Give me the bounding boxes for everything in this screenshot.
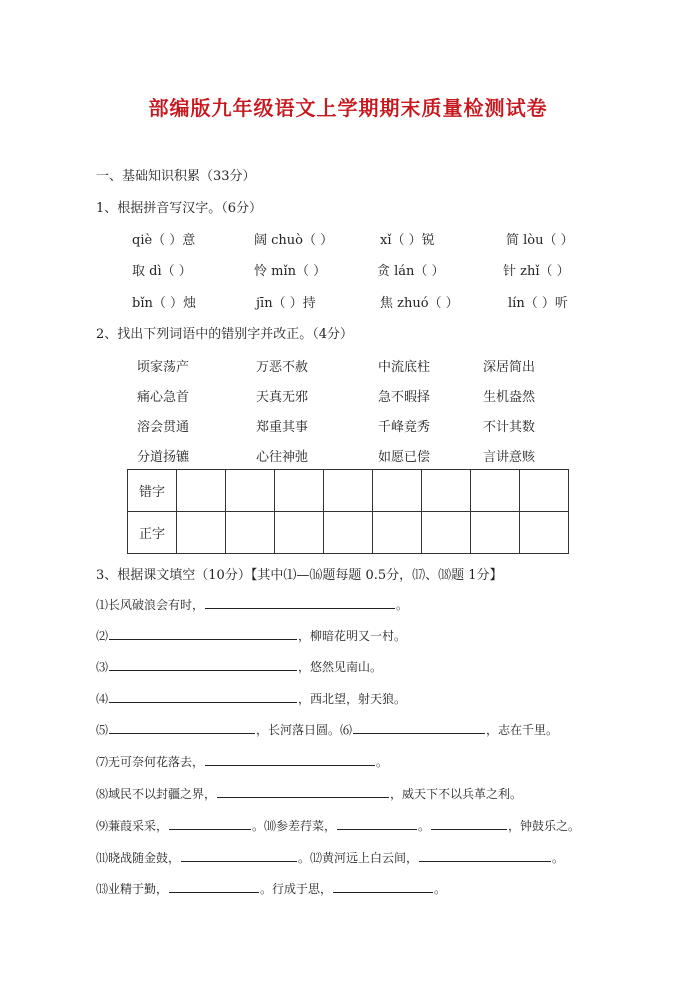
fill-text: ⑺无可奈何花落去， <box>96 755 205 769</box>
word-item: 中流底柱 <box>378 360 431 375</box>
answer-cell[interactable] <box>226 470 275 512</box>
fill-text: ，西北望，射天狼。 <box>298 692 407 706</box>
answer-blank[interactable] <box>109 658 297 671</box>
fill-text: 。 <box>396 598 409 612</box>
fill-text: ，威天下不以兵革之利。 <box>390 787 523 801</box>
answer-cell[interactable] <box>422 512 471 554</box>
answer-blank[interactable] <box>337 817 417 830</box>
fill-text: ⑻域民不以封疆之界， <box>96 787 217 801</box>
word-item: 心往神弛 <box>256 450 309 465</box>
pinyin-item: 阔 chuò（ ） <box>254 233 334 248</box>
fill-text: 。 <box>552 851 565 865</box>
fill-text: 。 <box>418 819 431 833</box>
correct-char-label: 正字 <box>128 512 177 554</box>
fill-line-7 <box>96 753 388 770</box>
answer-cell[interactable] <box>471 470 520 512</box>
word-item: 天真无邪 <box>256 390 309 405</box>
answer-blank[interactable] <box>205 753 375 766</box>
answer-cell[interactable] <box>275 470 324 512</box>
answer-cell[interactable] <box>520 512 569 554</box>
fill-line-11 <box>96 849 564 866</box>
fill-text: ⑾晓战随金鼓， <box>96 851 181 865</box>
fill-text: ，悠然见南山。 <box>298 660 383 674</box>
answer-cell[interactable] <box>422 470 471 512</box>
word-item: 不计其数 <box>483 420 536 435</box>
answer-blank[interactable] <box>109 627 297 640</box>
answer-blank[interactable] <box>333 880 433 893</box>
question-1-heading: 1、根据拼音写汉字。（6分） <box>96 201 263 216</box>
pinyin-item: 简 lòu（ ） <box>506 233 574 248</box>
fill-text: ，志在千里。 <box>486 723 559 737</box>
answer-blank[interactable] <box>353 721 485 734</box>
answer-cell[interactable] <box>177 512 226 554</box>
word-item: 言讲意赅 <box>483 450 536 465</box>
answer-blank[interactable] <box>419 849 551 862</box>
word-item: 万恶不赦 <box>256 360 309 375</box>
answer-cell[interactable] <box>373 470 422 512</box>
fill-line-8 <box>96 785 522 802</box>
fill-line-3 <box>96 658 382 675</box>
word-item: 痛心急首 <box>137 390 190 405</box>
answer-blank[interactable] <box>217 785 389 798</box>
pinyin-item: 焦 zhuó（ ） <box>380 296 459 311</box>
answer-cell[interactable] <box>471 512 520 554</box>
answer-cell[interactable] <box>324 512 373 554</box>
question-2-heading: 2、找出下列词语中的错别字并改正。（4分） <box>96 327 354 342</box>
correction-table <box>127 469 569 554</box>
fill-text: ⑶ <box>96 660 109 674</box>
word-item: 生机盎然 <box>483 390 536 405</box>
answer-blank[interactable] <box>181 849 297 862</box>
answer-blank[interactable] <box>109 721 255 734</box>
fill-line-4 <box>96 690 406 707</box>
fill-text: ⑼蒹葭采采， <box>96 819 169 833</box>
word-item: 顷家荡产 <box>137 360 190 375</box>
fill-line-5 <box>96 721 558 738</box>
fill-text: ⑷ <box>96 692 109 706</box>
fill-text: ，柳暗花明又一村。 <box>298 629 407 643</box>
section-heading: 一、基础知识积累（33分） <box>96 169 256 184</box>
word-item: 郑重其事 <box>256 420 309 435</box>
fill-text: 。⑿黄河远上白云间， <box>298 851 419 865</box>
fill-text: ⑴长风破浪会有时， <box>96 598 205 612</box>
question-3-heading: 3、根据课文填空（10分）【其中⑴—⒃题每题 0.5分，⒄、⒅题 1分】 <box>96 568 503 583</box>
fill-text: 。⑽参差荇菜， <box>252 819 337 833</box>
fill-line-1 <box>96 596 408 613</box>
pinyin-item: qiè（ ）意 <box>132 233 196 248</box>
answer-cell[interactable] <box>226 512 275 554</box>
word-item: 溶会贯通 <box>137 420 190 435</box>
word-item: 深居简出 <box>483 360 536 375</box>
fill-line-2 <box>96 627 406 644</box>
fill-text: 。 <box>376 755 389 769</box>
fill-line-9 <box>96 817 580 834</box>
fill-text: ⑸ <box>96 723 109 737</box>
pinyin-item: xǐ（ ）锐 <box>380 233 435 248</box>
pinyin-item: 怜 mǐn（ ） <box>254 264 327 279</box>
word-item: 如愿已偿 <box>378 450 431 465</box>
pinyin-item: jīn（ ）持 <box>256 296 316 311</box>
fill-text: ⑵ <box>96 629 109 643</box>
fill-line-13 <box>96 880 446 897</box>
answer-blank[interactable] <box>431 817 507 830</box>
wrong-char-label: 错字 <box>128 470 177 512</box>
pinyin-item: bǐn（ ）烛 <box>132 296 196 311</box>
answer-blank[interactable] <box>109 690 297 703</box>
page-title: 部编版九年级语文上学期期末质量检测试卷 <box>148 96 548 120</box>
answer-blank[interactable] <box>169 817 251 830</box>
answer-blank[interactable] <box>205 596 395 609</box>
fill-text: 。行成于思， <box>260 882 333 896</box>
pinyin-item: 取 dì（ ） <box>132 264 192 279</box>
answer-cell[interactable] <box>324 470 373 512</box>
answer-cell[interactable] <box>373 512 422 554</box>
answer-cell[interactable] <box>520 470 569 512</box>
answer-cell[interactable] <box>177 470 226 512</box>
answer-cell[interactable] <box>275 512 324 554</box>
table-row <box>128 470 569 512</box>
pinyin-item: 针 zhǐ（ ） <box>503 264 570 279</box>
pinyin-item: lín（ ）听 <box>508 296 568 311</box>
fill-text: ⒀业精于勤， <box>96 882 169 896</box>
word-item: 分道扬镳 <box>137 450 190 465</box>
fill-text: ，钟鼓乐之。 <box>508 819 581 833</box>
word-item: 千峰竟秀 <box>378 420 431 435</box>
fill-text: 。 <box>434 882 447 896</box>
answer-blank[interactable] <box>169 880 259 893</box>
fill-text: ，长河落日圆。⑹ <box>256 723 353 737</box>
table-row <box>128 512 569 554</box>
pinyin-item: 贪 lán（ ） <box>377 264 445 279</box>
word-item: 急不暇择 <box>378 390 431 405</box>
